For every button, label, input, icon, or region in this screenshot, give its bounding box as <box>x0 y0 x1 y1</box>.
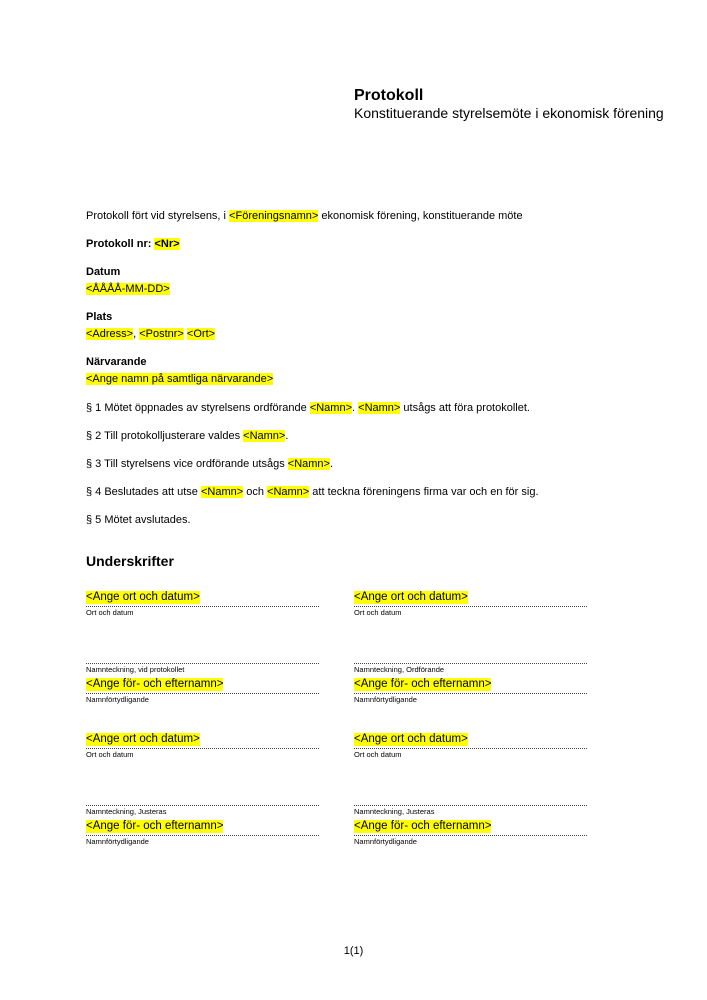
adjuster-name-placeholder[interactable]: <Namn> <box>243 430 286 442</box>
paragraph-5 <box>86 513 191 527</box>
paragraph-4 <box>86 485 539 499</box>
name-clarification-field[interactable]: <Ange för- och efternamn> <box>86 820 224 832</box>
signature-block-secretary <box>86 587 319 704</box>
postnr-placeholder[interactable]: <Postnr> <box>139 328 184 340</box>
signature-line <box>354 805 587 806</box>
paragraph-text: . <box>329 458 334 470</box>
present-label: Närvarande <box>86 356 147 368</box>
place-date-field[interactable]: <Ange ort och datum> <box>86 733 200 745</box>
signature-caption: Namnteckning, Justeras <box>86 807 167 816</box>
signature-line <box>354 693 587 694</box>
place-section <box>86 310 215 341</box>
place-date-field[interactable]: <Ange ort och datum> <box>86 591 200 603</box>
signature-line <box>86 606 319 607</box>
place-date-caption: Ort och datum <box>86 750 134 759</box>
place-date-field[interactable]: <Ange ort och datum> <box>354 591 468 603</box>
vice-chair-name-placeholder[interactable]: <Namn> <box>287 458 330 470</box>
signature-line <box>86 663 319 664</box>
name-clarification-caption: Namnförtydligande <box>354 695 417 704</box>
protocol-number-placeholder[interactable]: <Nr> <box>154 238 180 250</box>
place-date-caption: Ort och datum <box>86 608 134 617</box>
paragraph-text: § 1 Mötet öppnades av styrelsens ordförande <box>86 402 310 414</box>
paragraph-text: § 3 Till styrelsens vice ordförande utsågs <box>86 458 288 470</box>
place-date-caption: Ort och datum <box>354 608 402 617</box>
place-separator: , <box>133 328 140 340</box>
date-label: Datum <box>86 266 121 278</box>
paragraph-text: . <box>285 430 289 442</box>
signature-line <box>86 805 319 806</box>
signature-line <box>354 663 587 664</box>
intro-text: Protokoll fört vid styrelsens, i <box>86 210 230 222</box>
signature-caption: Namnteckning, vid protokollet <box>86 665 185 674</box>
page-header <box>354 86 684 122</box>
page-number: 1(1) <box>343 945 364 957</box>
present-section <box>86 355 273 386</box>
name-clarification-field[interactable]: <Ange för- och efternamn> <box>86 678 224 690</box>
signature-block-adjuster-1 <box>86 729 319 846</box>
place-date-field[interactable]: <Ange ort och datum> <box>354 733 468 745</box>
paragraph-text: § 4 Beslutades att utse <box>86 486 201 498</box>
place-date-caption: Ort och datum <box>354 750 402 759</box>
signature-caption: Namnteckning, Ordförande <box>354 665 445 674</box>
signature-line <box>354 835 587 836</box>
paragraph-text: § 2 Till protokolljusterare valdes <box>86 430 244 442</box>
secretary-name-placeholder[interactable]: <Namn> <box>358 402 401 414</box>
name-clarification-caption: Namnförtydligande <box>86 837 149 846</box>
signature-block-chair <box>354 587 587 704</box>
chair-name-placeholder[interactable]: <Namn> <box>309 402 353 414</box>
paragraph-text: § 5 Mötet avslutades. <box>86 514 191 526</box>
signature-block-adjuster-2 <box>354 729 587 846</box>
date-section <box>86 265 170 296</box>
document-title: Protokoll <box>354 87 424 104</box>
protocol-number <box>86 237 180 251</box>
signatory-name-placeholder[interactable]: <Namn> <box>267 486 310 498</box>
name-clarification-caption: Namnförtydligande <box>354 837 417 846</box>
paragraph-text: och <box>243 486 268 498</box>
signature-line <box>354 748 587 749</box>
place-label: Plats <box>86 311 113 323</box>
date-placeholder[interactable]: <ÅÅÅÅ-MM-DD> <box>86 283 170 295</box>
signatures-heading: Underskrifter <box>86 553 174 569</box>
protocol-number-label: Protokoll nr: <box>86 238 155 250</box>
document-subtitle: Konstituerande styrelsemöte i ekonomisk förening <box>354 105 664 121</box>
intro-text-end: ekonomisk förening, konstituerande möte <box>318 210 523 222</box>
association-name-placeholder[interactable]: <Föreningsnamn> <box>229 210 319 222</box>
signature-caption: Namnteckning, Justeras <box>354 807 435 816</box>
signature-line <box>86 835 319 836</box>
signature-line <box>354 606 587 607</box>
city-placeholder[interactable]: <Ort> <box>186 328 216 340</box>
paragraph-1 <box>86 401 530 415</box>
signature-line <box>86 693 319 694</box>
paragraph-text: utsågs att föra protokollet. <box>400 402 530 414</box>
signature-line <box>86 748 319 749</box>
paragraph-2 <box>86 429 288 443</box>
paragraph-3 <box>86 457 333 471</box>
paragraph-text: . <box>352 402 359 414</box>
signatory-name-placeholder[interactable]: <Namn> <box>200 486 244 498</box>
present-placeholder[interactable]: <Ange namn på samtliga närvarande> <box>86 373 274 385</box>
name-clarification-field[interactable]: <Ange för- och efternamn> <box>354 820 492 832</box>
paragraph-text: att teckna föreningens firma var och en för sig. <box>309 486 539 498</box>
address-placeholder[interactable]: <Adress> <box>86 328 134 340</box>
name-clarification-field[interactable]: <Ange för- och efternamn> <box>354 678 492 690</box>
intro-line <box>86 209 523 223</box>
name-clarification-caption: Namnförtydligande <box>86 695 149 704</box>
